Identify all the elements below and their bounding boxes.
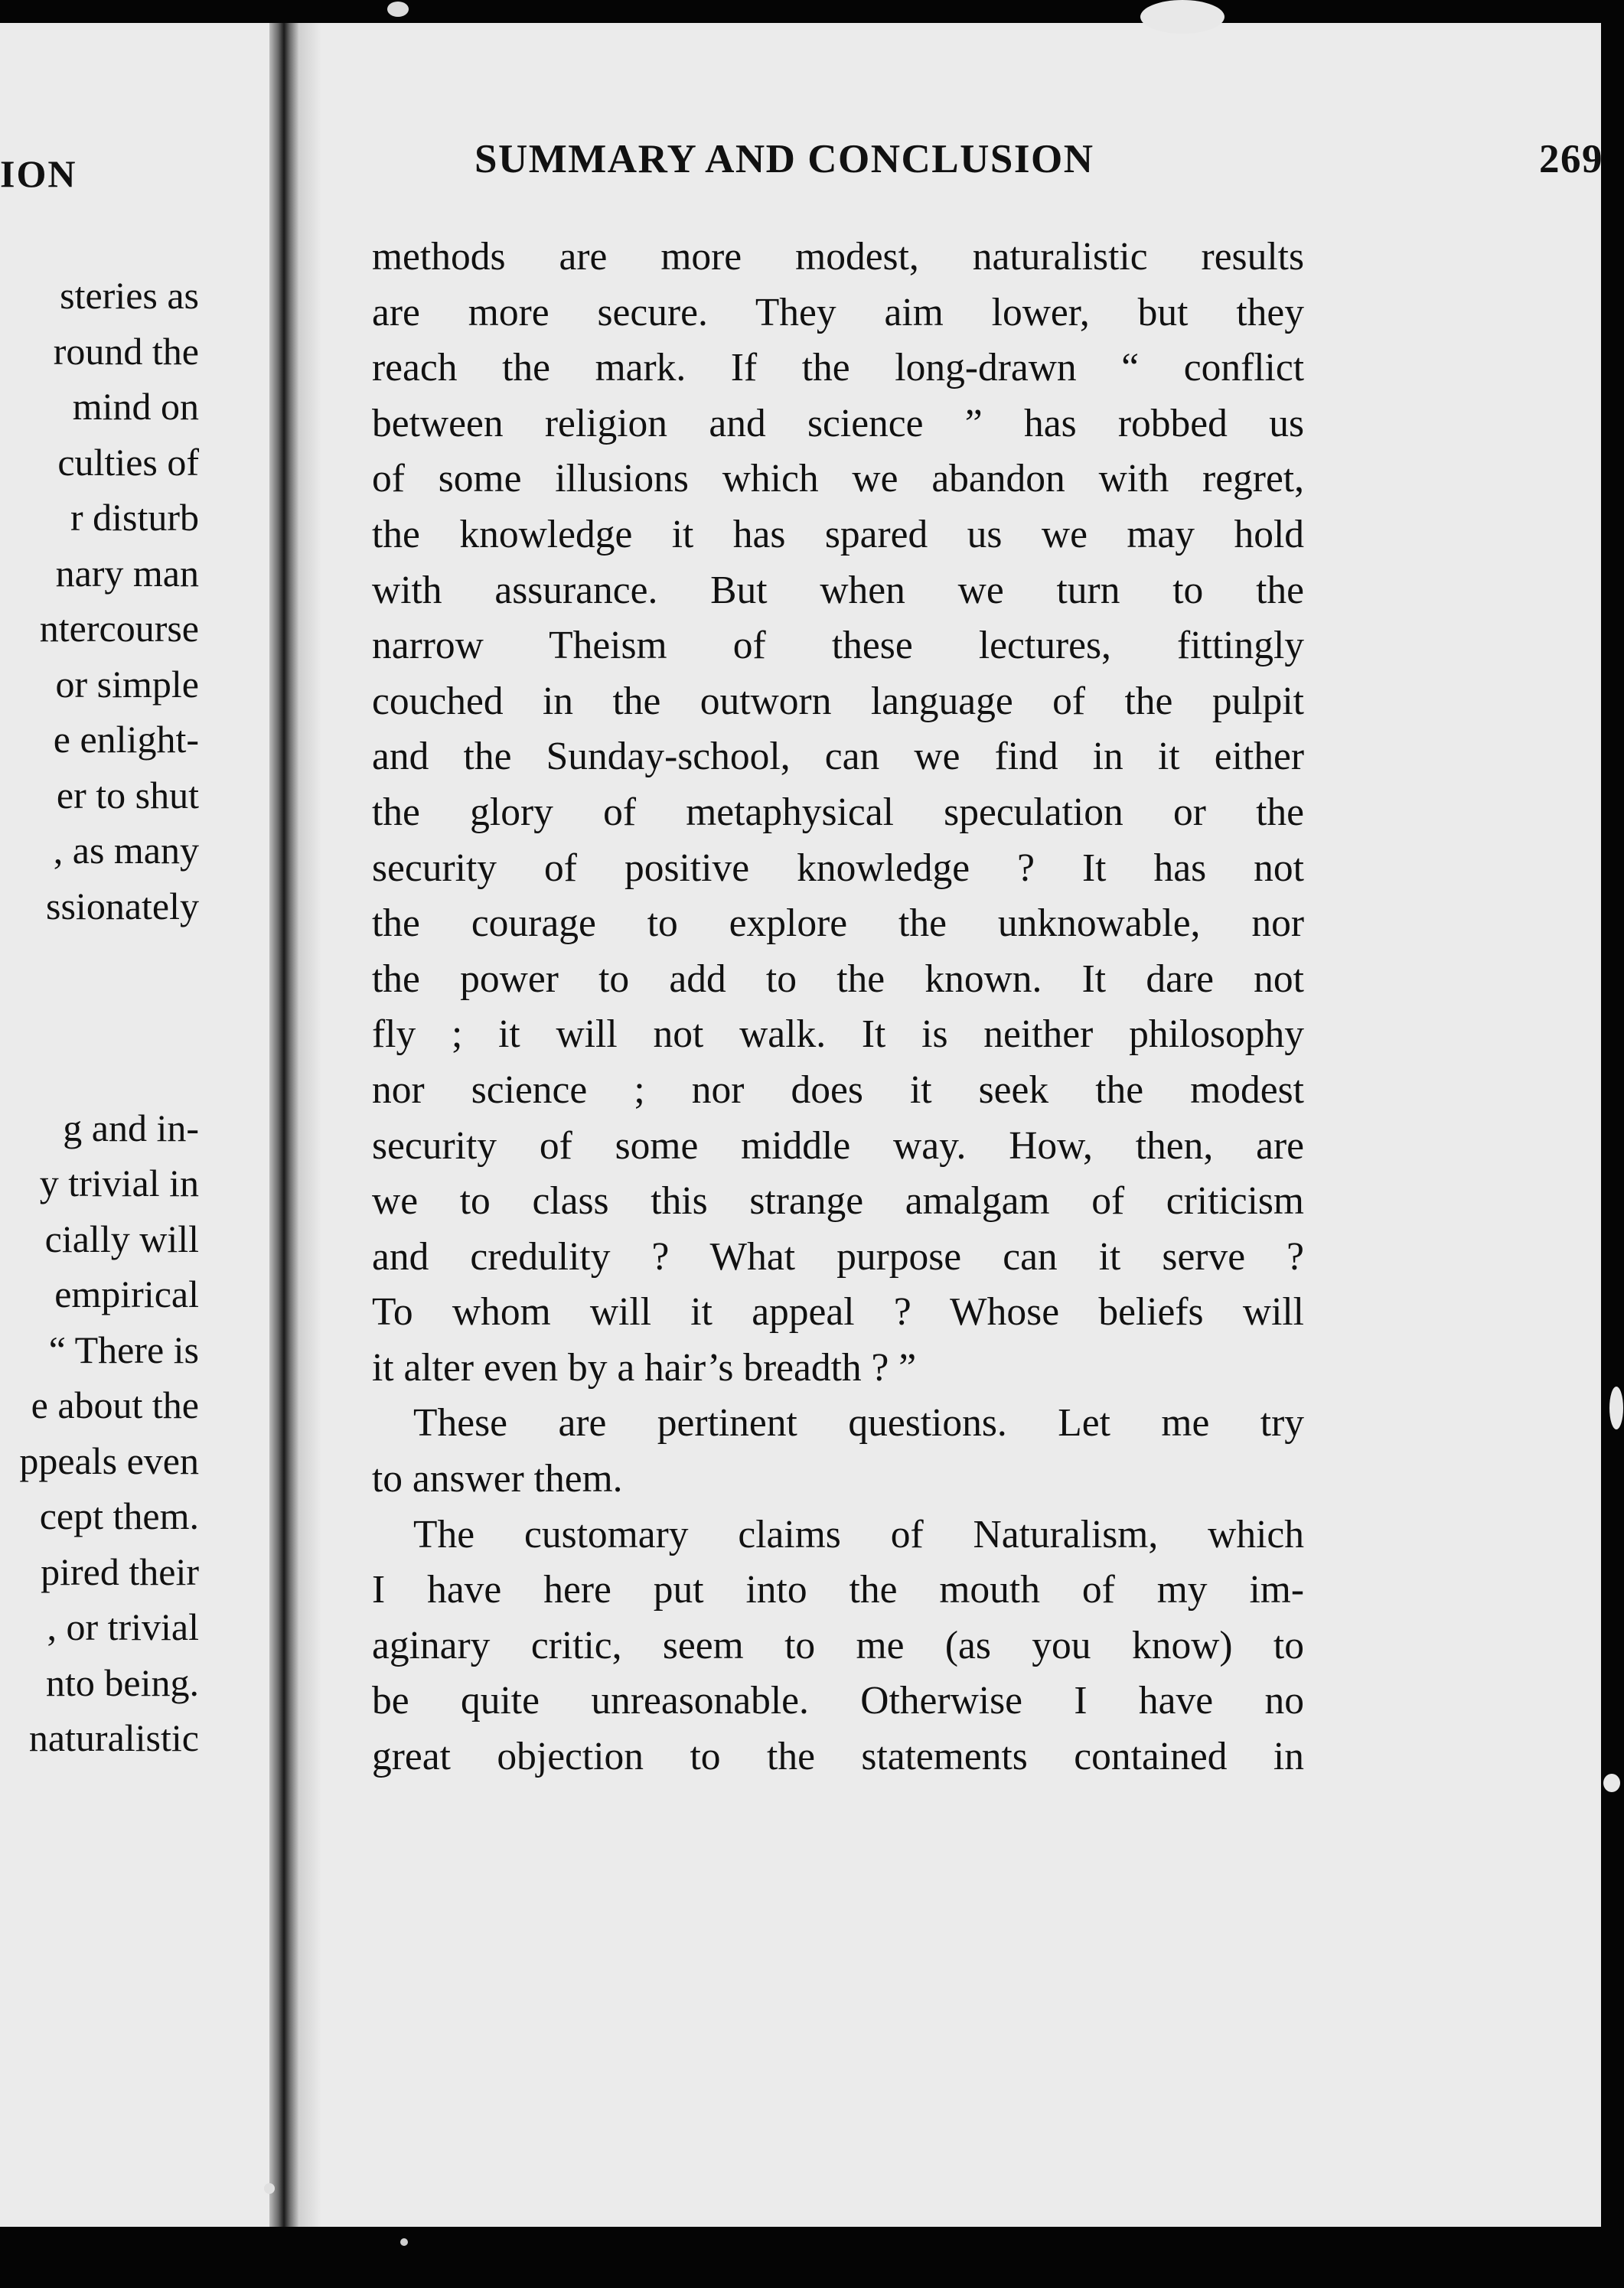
text-line: narrow Theism of these lectures, fittingly (372, 624, 1304, 668)
text-line: between religion and science ” has robbed us (372, 401, 1304, 445)
left-line: steries as (60, 274, 199, 317)
text-line: fly ; it will not walk. It is neither philosophy (372, 1012, 1304, 1057)
text-line: reach the mark. If the long-drawn “ conflict (372, 346, 1304, 390)
text-line: the power to add to the known. It dare not (372, 957, 1304, 1001)
text-line: I have here put into the mouth of my im- (372, 1568, 1304, 1612)
left-line: e enlight- (53, 718, 199, 761)
left-line: naturalistic (28, 1716, 199, 1759)
text-line-paragraph-end: it alter even by a hair’s breadth ? ” (372, 1345, 917, 1390)
left-line: e about the (31, 1384, 199, 1426)
left-line: g and in- (63, 1106, 199, 1149)
left-line: ntercourse (39, 607, 199, 650)
book-gutter (269, 23, 298, 2227)
left-line: culties of (57, 440, 199, 484)
left-running-head-fragment: ION (0, 152, 77, 195)
left-line: mind on (72, 385, 199, 428)
text-line: and credulity ? What purpose can it serve ? (372, 1234, 1304, 1279)
left-line: round the (53, 329, 199, 373)
running-head-title: SUMMARY AND CONCLUSION (474, 137, 1094, 181)
left-line: y trivial in (39, 1162, 199, 1204)
left-line: , as many (53, 829, 199, 872)
page-number: 269 (1539, 137, 1603, 181)
text-line: we to class this strange amalgam of criticism (372, 1179, 1304, 1224)
text-line: the glory of metaphysical speculation or the (372, 790, 1304, 834)
left-line: cept them. (39, 1494, 199, 1537)
text-line: couched in the outworn language of the pulpit (372, 679, 1304, 723)
left-line: “ There is (48, 1328, 199, 1371)
left-line: ppeals even (19, 1439, 199, 1482)
text-line: with assurance. But when we turn to the (372, 568, 1304, 612)
left-facing-page (0, 23, 269, 2227)
text-line: great objection to the statements contained in (372, 1735, 1304, 1779)
dust-speck (400, 2238, 408, 2246)
left-line: r disturb (70, 496, 199, 539)
left-line: pired their (41, 1550, 199, 1593)
left-line-blank (0, 1045, 199, 1100)
left-line-blank (0, 934, 199, 989)
right-page (298, 23, 1601, 2227)
text-line: To whom will it appeal ? Whose beliefs will (372, 1290, 1304, 1335)
edge-blemish (1603, 1774, 1620, 1792)
text-line: are more secure. They aim lower, but they (372, 290, 1304, 334)
body-text (372, 230, 1304, 1785)
text-line: the knowledge it has spared us we may hold (372, 512, 1304, 556)
gutter-shadow (298, 23, 321, 2227)
edge-blemish (387, 2, 409, 17)
left-line: er to shut (56, 773, 199, 816)
left-line: or simple (55, 662, 199, 706)
text-line: security of some middle way. How, then, are (372, 1123, 1304, 1168)
text-line: of some illusions which we abandon with regret, (372, 457, 1304, 501)
text-line: the courage to explore the unknowable, nor (372, 901, 1304, 946)
left-line: cially will (44, 1217, 199, 1260)
text-line-paragraph-start: The customary claims of Naturalism, which (413, 1512, 1304, 1556)
text-line: security of positive knowledge ? It has not (372, 846, 1304, 890)
left-line: empirical (54, 1273, 199, 1315)
edge-blemish (1609, 1387, 1623, 1429)
text-line: and the Sunday-school, can we find in it either (372, 735, 1304, 779)
left-line: ssionately (46, 884, 199, 927)
left-line: nto being. (46, 1661, 199, 1704)
left-page-text (0, 268, 199, 1766)
left-line: nary man (55, 551, 199, 595)
left-line-blank (0, 989, 199, 1045)
text-line: be quite unreasonable. Otherwise I have no (372, 1679, 1304, 1723)
left-line: , or trivial (47, 1605, 199, 1648)
text-line: methods are more modest, naturalistic results (372, 235, 1304, 279)
text-line: nor science ; nor does it seek the modest (372, 1067, 1304, 1112)
running-head (474, 136, 1603, 182)
text-line-paragraph-end: to answer them. (372, 1457, 623, 1501)
text-line: aginary critic, seem to me (as you know) to (372, 1623, 1304, 1667)
text-line-paragraph-start: These are pertinent questions. Let me try (413, 1401, 1304, 1445)
